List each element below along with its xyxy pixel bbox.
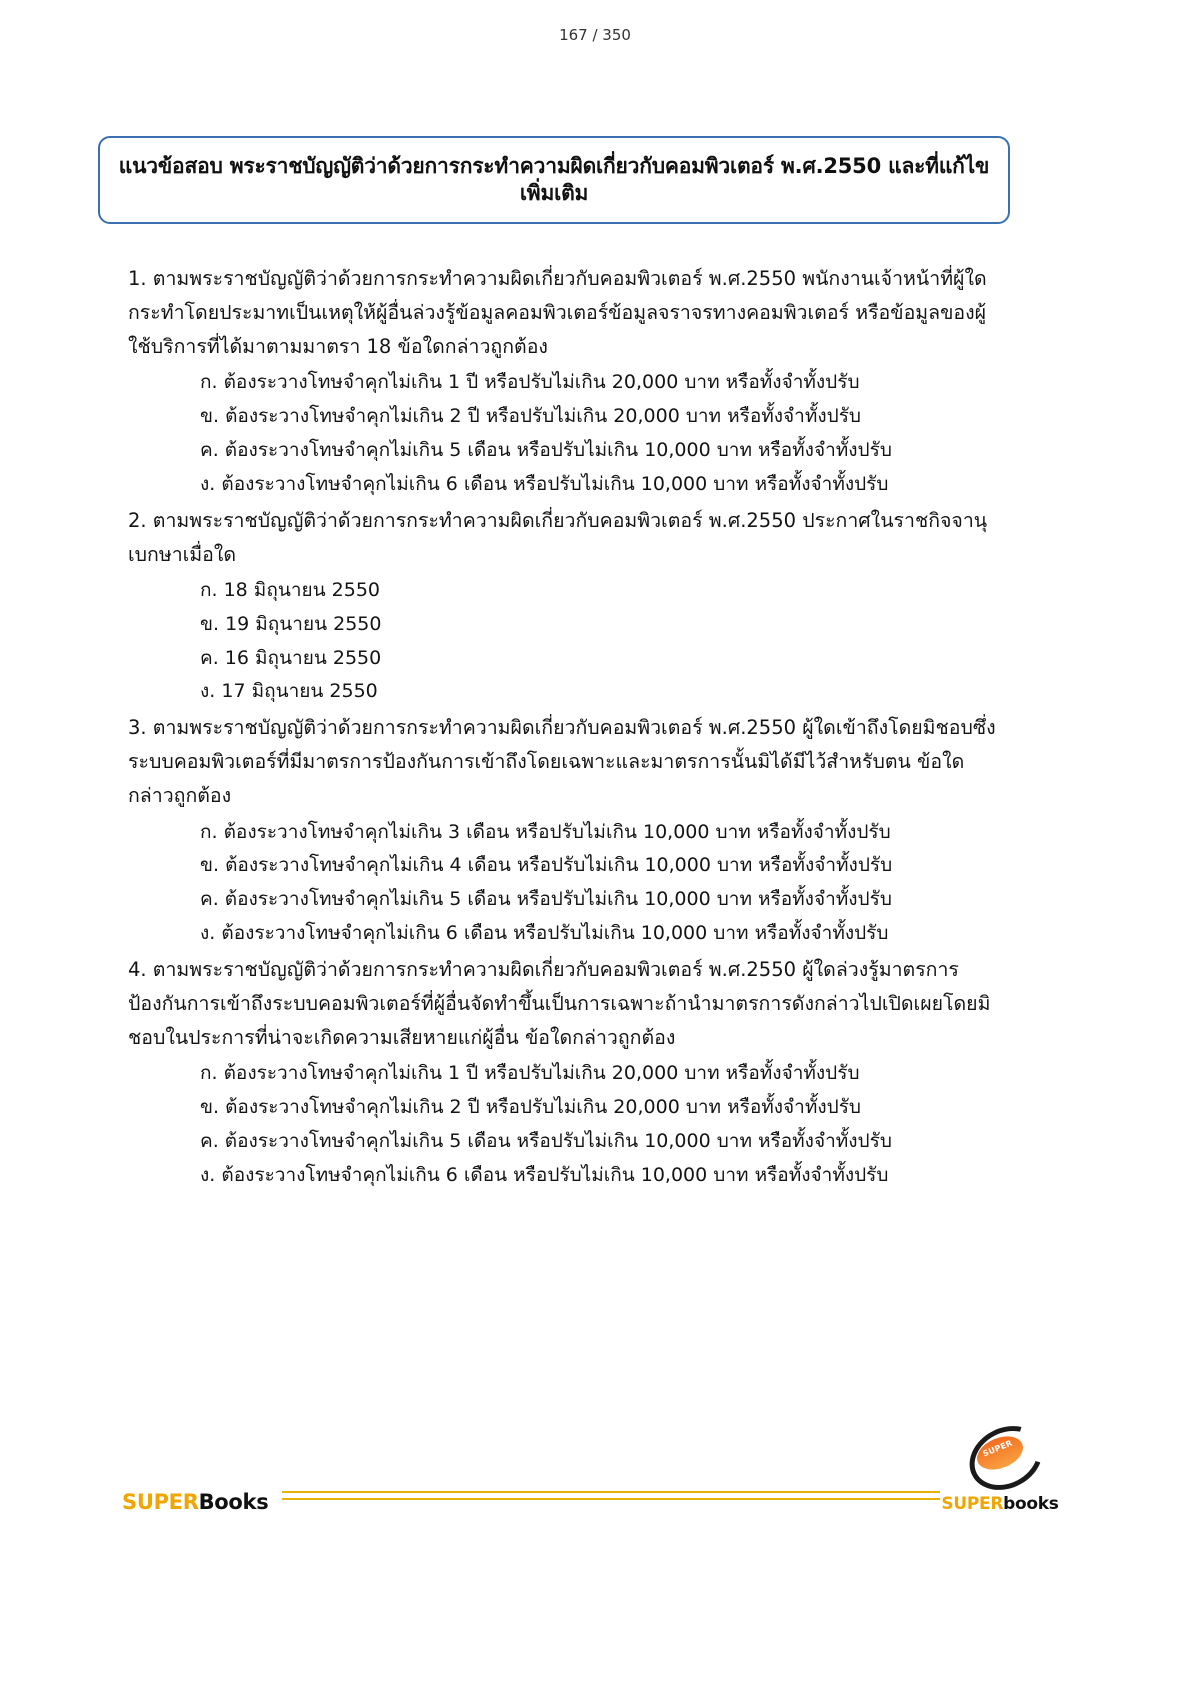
choice-item[interactable]: ง. 17 มิถุนายน 2550 (200, 680, 378, 703)
choice-item[interactable]: ค. ต้องระวางโทษจำคุกไม่เกิน 5 เดือน หรือปรับไม่เกิน 10,000 บาท หรือทั้งจำทั้งปรับ (200, 439, 892, 461)
page-indicator: 167 / 350 (559, 26, 631, 44)
logo-wordmark (940, 1494, 1060, 1514)
choice-item[interactable]: ข. ต้องระวางโทษจำคุกไม่เกิน 2 ปี หรือปรับไม่เกิน 20,000 บาท หรือทั้งจำทั้งปรับ (200, 405, 861, 428)
choices-list (128, 574, 1018, 709)
choice-item[interactable]: ข. ต้องระวางโทษจำคุกไม่เกิน 2 ปี หรือปรับไม่เกิน 20,000 บาท หรือทั้งจำทั้งปรับ (200, 1095, 861, 1118)
choice-item[interactable]: ข. ต้องระวางโทษจำคุกไม่เกิน 4 เดือน หรือปรับไม่เกิน 10,000 บาท หรือทั้งจำทั้งปรับ (200, 854, 893, 877)
choice-item[interactable]: ก. ต้องระวางโทษจำคุกไม่เกิน 1 ปี หรือปรับไม่เกิน 20,000 บาท หรือทั้งจำทั้งปรับ (200, 1062, 860, 1085)
page-footer (0, 1438, 1190, 1522)
question-text: 2. ตามพระราชบัญญัติว่าด้วยการกระทำความผิดเกี่ยวกับคอมพิวเตอร์ พ.ศ.2550 ประกาศในราชกิจจานุเบกษาเมื่อใด (128, 508, 988, 566)
choice-item[interactable]: ก. ต้องระวางโทษจำคุกไม่เกิน 1 ปี หรือปรับไม่เกิน 20,000 บาท หรือทั้งจำทั้งปรับ (200, 371, 860, 394)
question-text: 3. ตามพระราชบัญญัติว่าด้วยการกระทำความผิดเกี่ยวกับคอมพิวเตอร์ พ.ศ.2550 ผู้ใดเข้าถึงโดยมิชอบซึ่งระบบคอมพิวเตอร์ที่มีมาตรการป้องกันการเข้าถึงโดยเฉพาะและมาตรการนั้นมิได้มีไว้สำหรับตน ข้อใดกล่าวถูกต้อง (128, 716, 996, 808)
logo-badge-text: SUPER (981, 1438, 1014, 1459)
choice-item[interactable]: ก. ต้องระวางโทษจำคุกไม่เกิน 3 เดือน หรือปรับไม่เกิน 10,000 บาท หรือทั้งจำทั้งปรับ (200, 820, 891, 843)
choice-item[interactable]: ค. ต้องระวางโทษจำคุกไม่เกิน 5 เดือน หรือปรับไม่เกิน 10,000 บาท หรือทั้งจำทั้งปรับ (200, 1129, 892, 1152)
choice-item[interactable]: ก. 18 มิถุนายน 2550 (200, 578, 380, 601)
exam-title-box (98, 136, 1010, 224)
document-page (0, 100, 1190, 1580)
question-block (128, 504, 1018, 710)
question-text: 4. ตามพระราชบัญญัติว่าด้วยการกระทำความผิดเกี่ยวกับคอมพิวเตอร์ พ.ศ.2550 ผู้ใดล่วงรู้มาตรการป้องกันการเข้าถึงระบบคอมพิวเตอร์ที่ผู้อื่นจัดทำขึ้นเป็นการเฉพาะถ้านำมาตรการดังกล่าวไปเปิดเผยโดยมิชอบในประการที่น่าจะเกิดความเสียหายแก่ผู้อื่น ข้อใดกล่าวถูกต้อง (128, 957, 991, 1049)
choice-item[interactable]: ค. 16 มิถุนายน 2550 (200, 646, 382, 669)
choices-list (128, 366, 1018, 501)
logo-swoosh-icon (966, 1426, 1040, 1482)
question-block (128, 953, 1018, 1193)
choice-item[interactable]: ค. ต้องระวางโทษจำคุกไม่เกิน 5 เดือน หรือปรับไม่เกิน 10,000 บาท หรือทั้งจำทั้งปรับ (200, 888, 892, 911)
choices-list (128, 1057, 1018, 1192)
choice-item[interactable]: ง. ต้องระวางโทษจำคุกไม่เกิน 6 เดือน หรือปรับไม่เกิน 10,000 บาท หรือทั้งจำทั้งปรับ (200, 472, 889, 495)
superbooks-logo (940, 1426, 1070, 1518)
choice-item[interactable]: ง. ต้องระวางโทษจำคุกไม่เกิน 6 เดือน หรือปรับไม่เกิน 10,000 บาท หรือทั้งจำทั้งปรับ (200, 921, 889, 944)
questions-container (128, 262, 1018, 1194)
page-title: แนวข้อสอบ พระราชบัญญัติว่าด้วยการกระทำความผิดเกี่ยวกับคอมพิวเตอร์ พ.ศ.2550 และที่แก้ไขเพิ่มเติม (118, 153, 990, 205)
choices-list (128, 816, 1018, 951)
footer-brand-books: Books (198, 1490, 269, 1514)
choice-item[interactable]: ข. 19 มิถุนายน 2550 (200, 612, 382, 635)
question-block (128, 262, 1018, 502)
logo-wordmark-super: SUPER (941, 1494, 1004, 1514)
question-block (128, 711, 1018, 951)
footer-brand-super: SUPER (122, 1490, 199, 1514)
footer-brand (122, 1490, 282, 1514)
choice-item[interactable]: ง. ต้องระวางโทษจำคุกไม่เกิน 6 เดือน หรือปรับไม่เกิน 10,000 บาท หรือทั้งจำทั้งปรับ (200, 1163, 889, 1186)
question-text: 1. ตามพระราชบัญญัติว่าด้วยการกระทำความผิดเกี่ยวกับคอมพิวเตอร์ พ.ศ.2550 พนักงานเจ้าหน้าที่ผู้ใดกระทำโดยประมาทเป็นเหตุให้ผู้อื่นล่วงรู้ข้อมูลคอมพิวเตอร์ข้อมูลจราจรทางคอมพิวเตอร์ หรือข้อมูลของผู้ใช้บริการที่ได้มาตามมาตรา 18 ข้อใดกล่าวถูกต้อง (128, 267, 987, 359)
logo-wordmark-books: books (1003, 1494, 1059, 1514)
